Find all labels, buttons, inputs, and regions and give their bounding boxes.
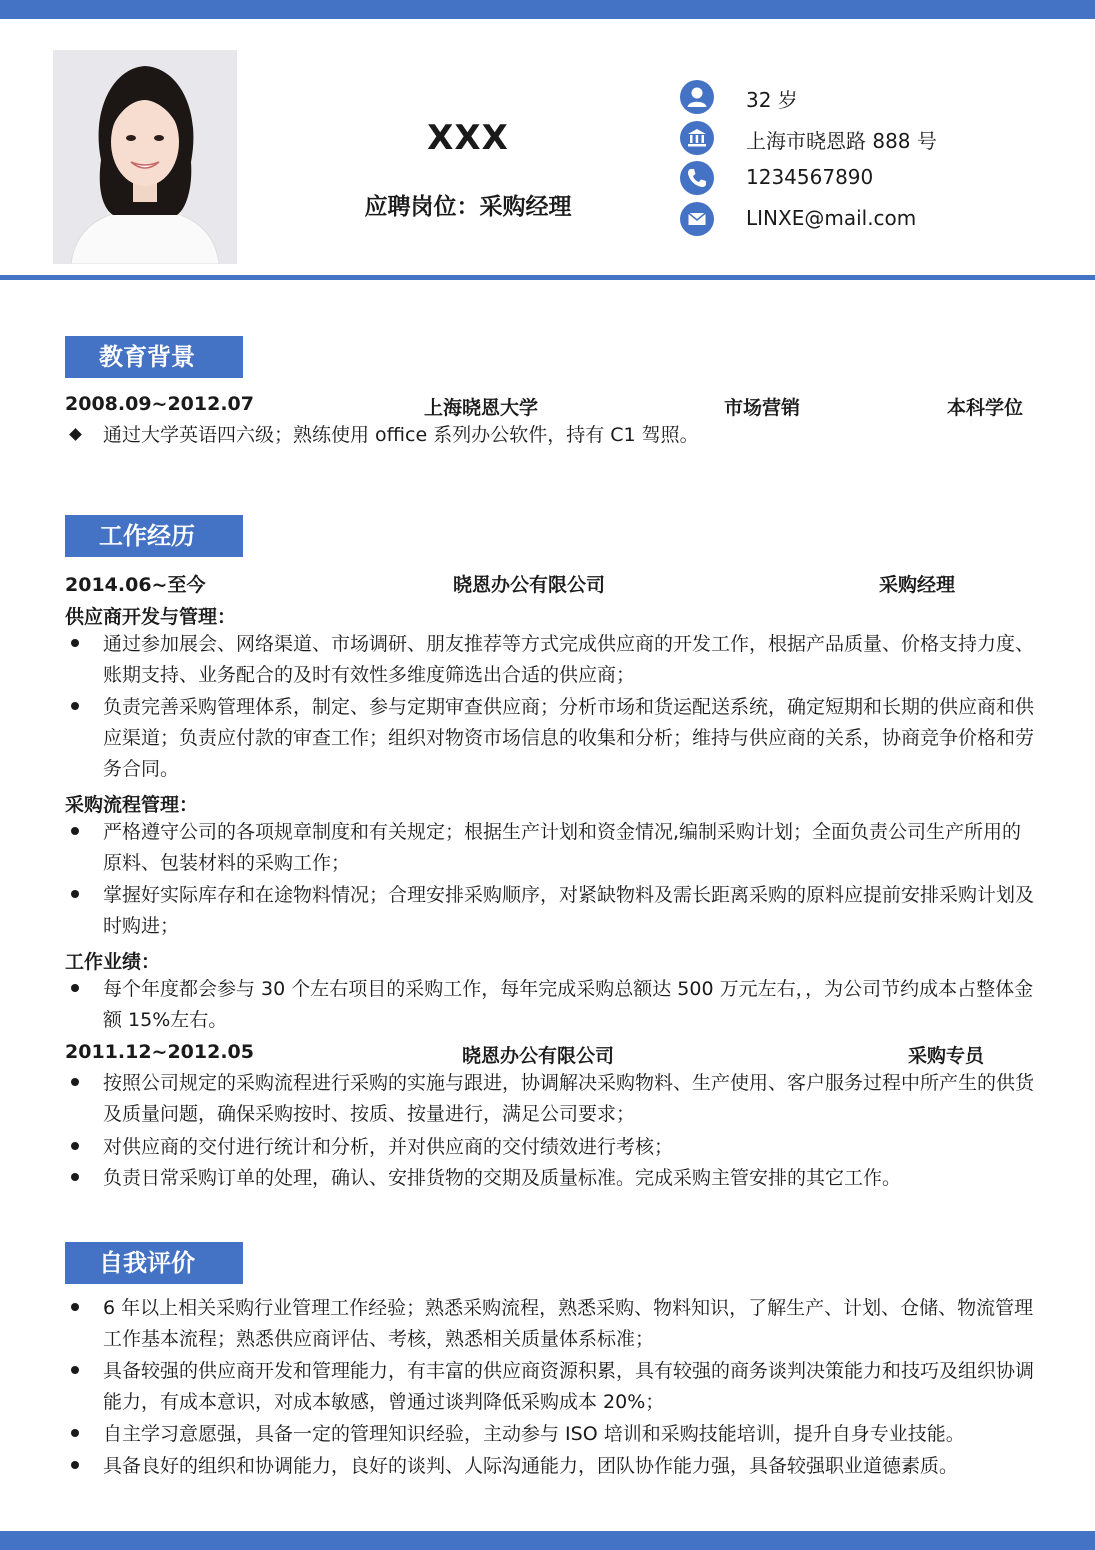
top-accent-bar [0, 0, 1095, 19]
list-item: 对供应商的交付进行统计和分析，并对供应商的交付绩效进行考核； [65, 1132, 1040, 1163]
list-item: 严格遵守公司的各项规章制度和有关规定；根据生产计划和资金情况,编制采购计划；全面负责公司生产所用的原料、包装材料的采购工作； [65, 817, 1040, 879]
work-subheading: 工作业绩： [65, 951, 161, 973]
candidate-name: XXX [427, 118, 509, 158]
section-title-education: 教育背景 [65, 336, 243, 378]
bullet-dot-icon [65, 1419, 85, 1450]
bullet-dot-icon [65, 1293, 85, 1324]
email-text: LINXE@mail.com [746, 206, 917, 230]
bullet-dot-icon [65, 1132, 85, 1163]
bullet-dot-icon [65, 880, 85, 911]
age-text: 32 岁 [746, 88, 798, 112]
bullet-dot-icon [65, 974, 85, 1005]
bullet-dot-icon [65, 629, 85, 660]
section-title-work: 工作经历 [65, 515, 243, 557]
education-degree: 本科学位 [947, 397, 1024, 419]
bullet-dot-icon [65, 817, 85, 848]
bottom-accent-bar [0, 1531, 1095, 1550]
header-divider [0, 275, 1095, 280]
portrait-image [53, 50, 237, 264]
job-title: 应聘岗位：采购经理 [364, 194, 572, 220]
phone-text: 1234567890 [746, 165, 874, 189]
bullet-dot-icon [65, 1451, 85, 1482]
list-item: 具备良好的组织和协调能力，良好的谈判、人际沟通能力，团队协作能力强，具备较强职业道德素质。 [65, 1451, 1040, 1482]
job-company: 晓恩办公有限公司 [453, 574, 606, 596]
work-subheading: 供应商开发与管理： [65, 606, 237, 628]
list-item: 负责完善采购管理体系，制定、参与定期审查供应商；分析市场和货运配送系统，确定短期和长期的供应商和供应渠道；负责应付款的审查工作；组织对物资市场信息的收集和分析；维持与供应商的关系，协商竞争价格和劳务合同。 [65, 692, 1040, 785]
list-item: 负责日常采购订单的处理，确认、安排货物的交期及质量标准。完成采购主管安排的其它工作。 [65, 1163, 1040, 1194]
list-item: 通过参加展会、网络渠道、市场调研、朋友推荐等方式完成供应商的开发工作，根据产品质量、价格支持力度、账期支持、业务配合的及时有效性多维度筛选出合适的供应商； [65, 629, 1040, 691]
bank-icon [680, 121, 714, 155]
education-school: 上海晓恩大学 [424, 397, 539, 419]
education-period: 2008.09~2012.07 [65, 393, 254, 415]
bullet-dot-icon [65, 1068, 85, 1099]
profile-photo [53, 50, 237, 264]
list-item: 每个年度都会参与 30 个左右项目的采购工作，每年完成采购总额达 500 万元左右，，为公司节约成本占整体金额 15%左右。 [65, 974, 1040, 1036]
work-subheading: 采购流程管理： [65, 794, 199, 816]
bullet-dot-icon [65, 1356, 85, 1387]
section-title-self-eval: 自我评价 [65, 1242, 243, 1284]
list-item: 具备较强的供应商开发和管理能力，有丰富的供应商资源积累，具有较强的商务谈判决策能力和技巧及组织协调能力，有成本意识，对成本敏感，曾通过谈判降低采购成本 20%； [65, 1356, 1040, 1418]
list-item: 掌握好实际库存和在途物料情况；合理安排采购顺序，对紧缺物料及需长距离采购的原料应提前安排采购计划及时购进； [65, 880, 1040, 942]
phone-icon [680, 161, 714, 195]
job-period: 2014.06~至今 [65, 574, 206, 596]
bullet-dot-icon [65, 1163, 85, 1194]
person-icon [680, 80, 714, 114]
education-note: 通过大学英语四六级；熟练使用 office 系列办公软件，持有 C1 驾照。 [65, 420, 1040, 451]
job-position: 采购经理 [879, 574, 956, 596]
mail-icon [680, 202, 714, 236]
job-company: 晓恩办公有限公司 [462, 1045, 615, 1067]
address-text: 上海市晓恩路 888 号 [746, 129, 937, 153]
job-position: 采购专员 [908, 1045, 985, 1067]
diamond-bullet-icon [65, 420, 85, 451]
job-period: 2011.12~2012.05 [65, 1041, 254, 1063]
list-item: 自主学习意愿强，具备一定的管理知识经验，主动参与 ISO 培训和采购技能培训，提升自身专业技能。 [65, 1419, 1040, 1450]
list-item: 6 年以上相关采购行业管理工作经验；熟悉采购流程，熟悉采购、物料知识，了解生产、计划、仓储、物流管理工作基本流程；熟悉供应商评估、考核，熟悉相关质量体系标准； [65, 1293, 1040, 1355]
education-major: 市场营销 [724, 397, 801, 419]
bullet-dot-icon [65, 692, 85, 723]
list-item: 按照公司规定的采购流程进行采购的实施与跟进，协调解决采购物料、生产使用、客户服务过程中所产生的供货及质量问题，确保采购按时、按质、按量进行，满足公司要求； [65, 1068, 1040, 1130]
